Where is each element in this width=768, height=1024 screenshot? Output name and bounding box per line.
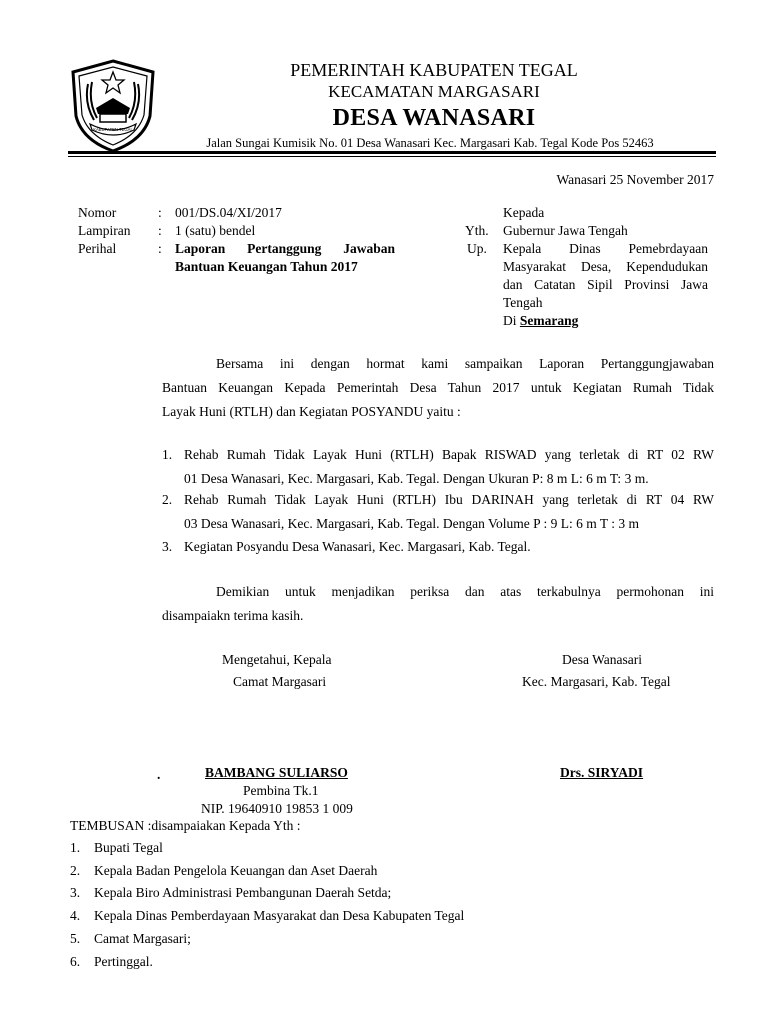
- cc-item-3-number: 3.: [70, 885, 81, 900]
- kepada-label: Kepada: [503, 205, 545, 220]
- cc-item-1-number: 1.: [70, 840, 81, 855]
- perihal-label: Perihal: [78, 241, 117, 256]
- emblem-ribbon-text: KABUPATEN TEGAL: [93, 127, 133, 132]
- recipient-line-5: Tengah: [503, 295, 543, 310]
- left-signatory-rank: Pembina Tk.1: [243, 783, 319, 798]
- right-signatory-title-2: Kec. Margasari, Kab. Tegal: [522, 674, 671, 689]
- cc-item-2: Kepala Badan Pengelola Keuangan dan Aset Daerah: [94, 863, 378, 878]
- left-signatory-name: BAMBANG SULIARSO: [205, 765, 348, 780]
- right-signatory-title-1: Desa Wanasari: [562, 652, 643, 667]
- lampiran-value: 1 (satu) bendel: [175, 223, 256, 238]
- cc-item-5: Camat Margasari;: [94, 931, 191, 946]
- intro-paragraph: [162, 352, 714, 424]
- lampiran-colon: :: [158, 223, 162, 238]
- nomor-value: 001/DS.04/XI/2017: [175, 205, 282, 220]
- closing-line-2: disampaiakn terima kasih.: [162, 608, 304, 623]
- perihal-colon: :: [158, 241, 162, 256]
- right-signatory-name: Drs. SIRYADI: [560, 765, 644, 780]
- recipient-line-2: Kepala Dinas Pemebrdayaan: [503, 241, 708, 256]
- recipient-line-1: Gubernur Jawa Tengah: [503, 223, 628, 238]
- list-item-1: [184, 443, 714, 491]
- list-item-2-line-2: 03 Desa Wanasari, Kec. Margasari, Kab. Tegal. Dengan Volume P : 9 L: 6 m T : 3 m: [184, 516, 640, 531]
- cc-item-6-number: 6.: [70, 954, 81, 969]
- list-item-1-line-2: 01 Desa Wanasari, Kec. Margasari, Kab. Tegal. Dengan Ukuran P: 8 m L: 6 m T: 3 m.: [184, 471, 649, 486]
- intro-line-2: Bantuan Keuangan Kepada Pemerintah Desa Tahun 2017 untuk Kegiatan Rumah Tidak: [162, 380, 714, 395]
- cc-item-5-number: 5.: [70, 931, 81, 946]
- lampiran-label: Lampiran: [78, 223, 131, 238]
- list-item-1-number: 1.: [162, 447, 173, 462]
- perihal-value: [175, 240, 395, 276]
- recipient-address: [503, 222, 708, 330]
- letterhead-rule-thin: [68, 156, 716, 157]
- cc-item-1: Bupati Tegal: [94, 840, 163, 855]
- nomor-colon: :: [158, 205, 162, 220]
- cc-item-2-number: 2.: [70, 863, 81, 878]
- cc-item-4-number: 4.: [70, 908, 81, 923]
- letterhead-rule-thick: [68, 151, 716, 154]
- letter-date: Wanasari 25 November 2017: [556, 172, 714, 187]
- letterhead-address: Jalan Sungai Kumisik No. 01 Desa Wanasari Kec. Margasari Kab. Tegal Kode Pos 52463: [206, 136, 654, 150]
- left-signatory-title-2: Camat Margasari: [233, 674, 327, 689]
- cc-item-6: Pertinggal.: [94, 954, 153, 969]
- cc-item-3: Kepala Biro Administrasi Pembangunan Daerah Setda;: [94, 885, 392, 900]
- di-label: Di: [503, 313, 517, 328]
- yth-label: Yth.: [465, 223, 489, 238]
- up-label: Up.: [467, 241, 487, 256]
- list-item-2-number: 2.: [162, 492, 173, 507]
- recipient-line-4: dan Catatan Sipil Provinsi Jawa: [503, 277, 708, 292]
- letterhead-government: PEMERINTAH KABUPATEN TEGAL: [290, 60, 578, 80]
- list-item-2-line-1: Rehab Rumah Tidak Layak Huni (RTLH) Ibu DARINAH yang terletak di RT 04 RW: [184, 492, 714, 507]
- left-signatory-nip: NIP. 19640910 19853 1 009: [201, 801, 353, 816]
- perihal-line-1: Laporan Pertanggung Jawaban: [175, 241, 395, 256]
- intro-line-3: Layak Huni (RTLH) dan Kegiatan POSYANDU yaitu :: [162, 404, 461, 419]
- list-item-3-line-1: Kegiatan Posyandu Desa Wanasari, Kec. Margasari, Kab. Tegal.: [184, 539, 531, 554]
- list-item-1-line-1: Rehab Rumah Tidak Layak Huni (RTLH) Bapak RISWAD yang terletak di RT 02 RW: [184, 447, 714, 462]
- cc-item-4: Kepala Dinas Pemberdayaan Masyarakat dan Desa Kabupaten Tegal: [94, 908, 465, 923]
- list-item-2: [184, 488, 714, 536]
- perihal-line-2: Bantuan Keuangan Tahun 2017: [175, 259, 358, 274]
- recipient-line-3: Masyarakat Desa, Kependudukan: [503, 259, 708, 274]
- recipient-place: Semarang: [519, 313, 579, 328]
- letterhead-village: DESA WANASARI: [332, 105, 536, 131]
- closing-line-1: Demikian untuk menjadikan periksa dan atas terkabulnya permohonan ini: [216, 584, 714, 599]
- letterhead-district: KECAMATAN MARGASARI: [328, 82, 540, 101]
- list-item-3-number: 3.: [162, 539, 173, 554]
- left-signatory-title-1: Mengetahui, Kepala: [222, 652, 332, 667]
- nomor-label: Nomor: [78, 205, 117, 220]
- intro-line-1: Bersama ini dengan hormat kami sampaikan Laporan Pertanggungjawaban: [216, 356, 714, 371]
- closing-paragraph: [162, 580, 714, 628]
- stray-dot: .: [157, 767, 161, 782]
- tembusan-heading: TEMBUSAN :disampaiakan Kepada Yth :: [70, 818, 301, 833]
- recipient-place-line: [503, 312, 708, 330]
- list-item-3: [184, 535, 714, 559]
